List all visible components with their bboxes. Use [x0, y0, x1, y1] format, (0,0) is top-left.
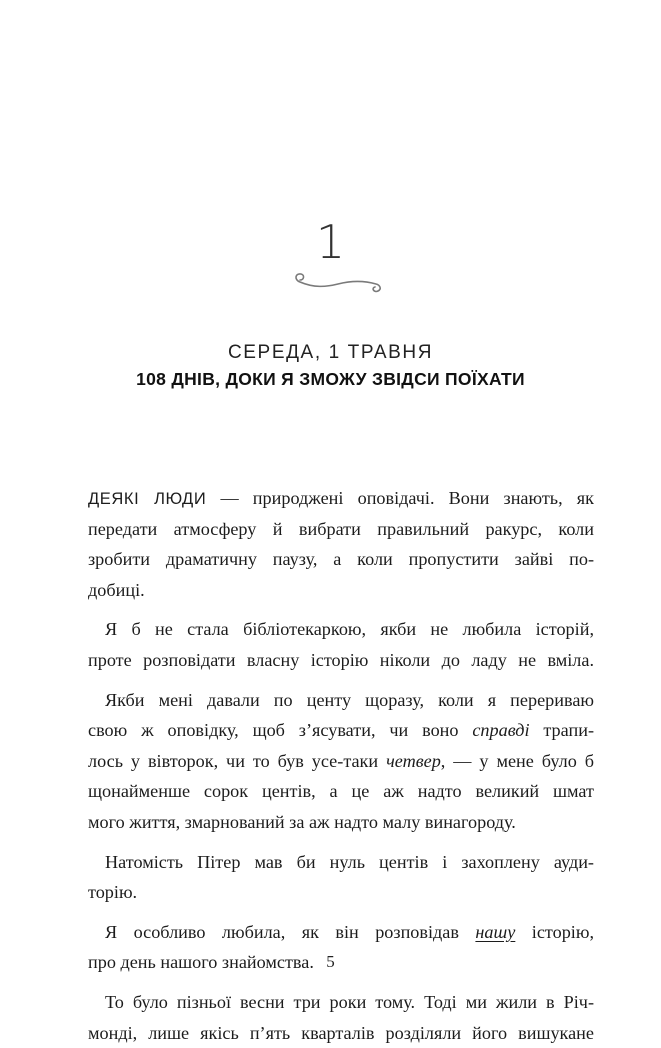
emphasis-text: справді [472, 720, 529, 740]
emphasis-text: нашу [475, 922, 515, 942]
text-line: проте розповідати власну історію ніколи до ладу не вміла. [88, 645, 594, 676]
text-line: Якби мені давали по центу щоразу, коли я перериваю [88, 685, 594, 716]
text-line: ДЕЯКІ ЛЮДИ — природжені оповідачі. Вони знають, як [88, 483, 594, 514]
chapter-date: СЕРЕДА, 1 ТРАВНЯ [0, 340, 661, 366]
page-number: 5 [0, 952, 661, 972]
text-line: зробити драматичну паузу, а коли пропустити зайві по- [88, 544, 594, 575]
text-line: Я б не стала бібліотекаркою, якби не любила історій, [88, 614, 594, 645]
ornament-flourish-icon [290, 268, 386, 298]
text-line: мого життя, змарнований за аж надто малу винагороду. [88, 807, 594, 838]
text-line: лось у вівторок, чи то був усе-таки четвер, — у мене було б [88, 746, 594, 777]
text-line: Я особливо любила, як він розповідав нашу історію, [88, 917, 594, 948]
text-line: монді, лише якісь п’ять кварталів розділяли його вишукане [88, 1018, 594, 1048]
text-line: передати атмосферу й вибрати правильний ракурс, коли [88, 514, 594, 545]
emphasis-text: четвер [386, 751, 441, 771]
text-line: про день нашого знайомства. [88, 947, 594, 978]
text-line: добиці. [88, 575, 594, 606]
chapter-subtitle: 108 ДНІВ, ДОКИ Я ЗМОЖУ ЗВІДСИ ПОЇХАТИ [0, 366, 661, 392]
text-line: щонайменше сорок центів, а це аж надто великий шмат [88, 776, 594, 807]
text-line: То було пізньої весни три роки тому. Тоді ми жили в Річ- [88, 987, 594, 1018]
text-line: Натомість Пітер мав би нуль центів і захоплену ауди- [88, 847, 594, 878]
chapter-number: 1 [0, 214, 661, 270]
text-line: свою ж оповідку, щоб з’ясувати, чи воно справді трапи- [88, 715, 594, 746]
lead-in-text: ДЕЯКІ ЛЮДИ [88, 490, 206, 508]
text-line: торію. [88, 877, 594, 908]
